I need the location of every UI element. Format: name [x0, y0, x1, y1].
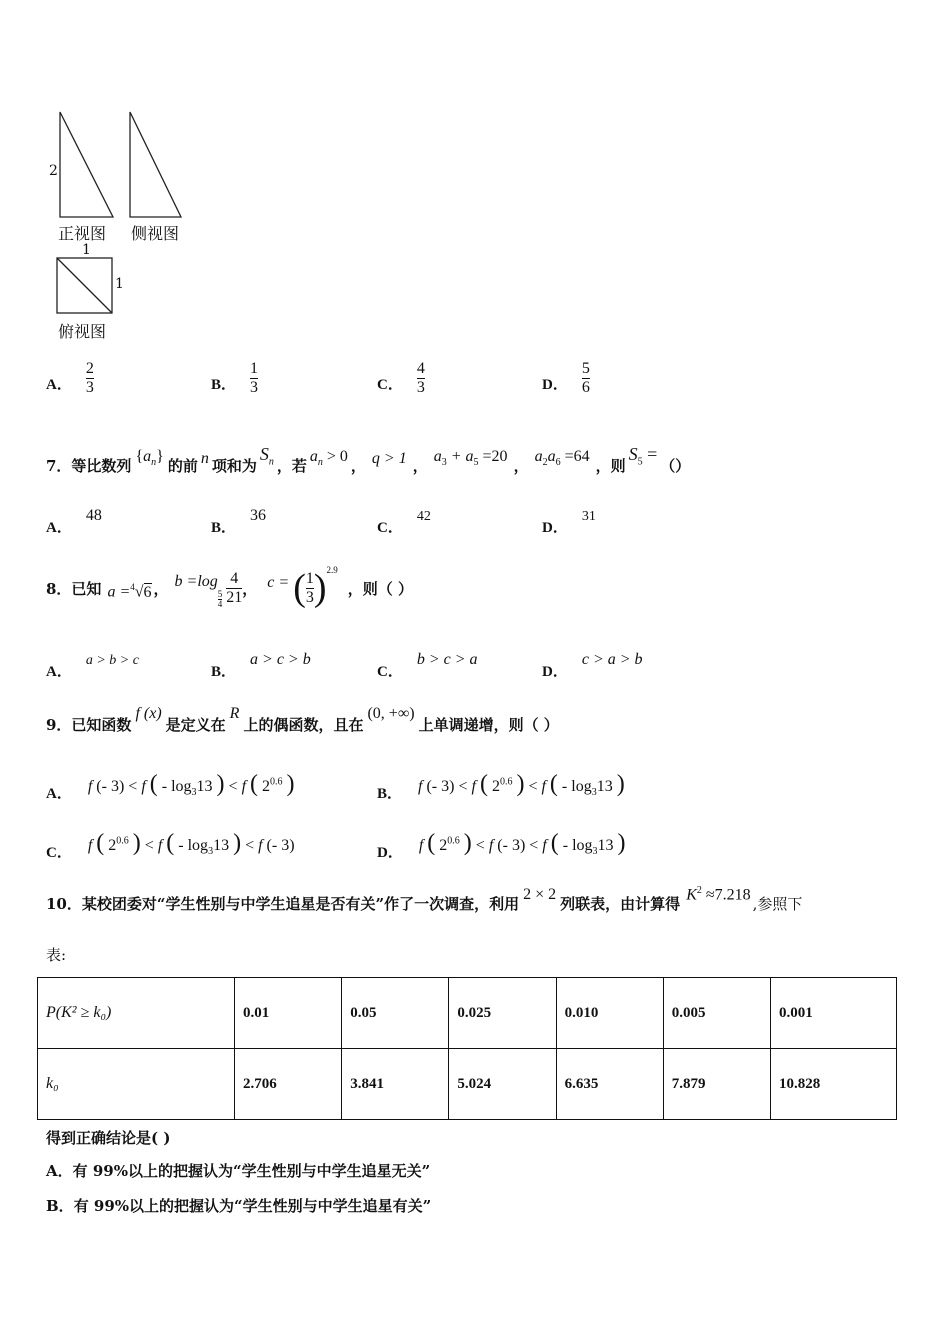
- q7-text: 项和为: [211, 457, 257, 475]
- q8-option-d[interactable]: [542, 648, 643, 680]
- option-label: C．: [377, 664, 403, 680]
- fraction: $\frac{1}{3}$: [250, 360, 259, 396]
- option-value: 31: [581, 509, 596, 524]
- q8-option-b[interactable]: [211, 648, 311, 680]
- c-exponent: 2.9: [326, 565, 338, 575]
- top-view-width-label: 1: [82, 242, 91, 258]
- option-value: f ( $2^{0.6}$ ) < f (- 3) < f ( - $\log_313$ ): [418, 829, 626, 858]
- table-cell: 0.001: [770, 978, 896, 1049]
- q8-text: ，: [242, 579, 258, 598]
- q7-option-c[interactable]: [377, 504, 431, 536]
- table-cell: 0.01: [235, 978, 342, 1049]
- q10-text-continued: 表:: [46, 946, 67, 964]
- option-value: 42: [416, 509, 431, 524]
- critical-value-table: [37, 977, 897, 1120]
- q10-text: 列联表，由计算得: [560, 895, 681, 913]
- option-label: B．: [211, 520, 237, 536]
- option-value: c > a > b: [581, 651, 643, 668]
- option-value: f ( $2^{0.6}$ ) < f ( - $\log_313$ ) < f (- 3): [87, 829, 295, 858]
- interval: (0, +∞): [367, 705, 415, 722]
- left-paren: (: [293, 567, 306, 609]
- q7-text: ，若: [276, 457, 307, 475]
- question-9: [46, 705, 559, 735]
- option-label: A．: [46, 664, 72, 680]
- real-set-symbol: R: [229, 705, 240, 722]
- table-cell: 0.025: [449, 978, 556, 1049]
- function-symbol: f (x): [135, 705, 162, 722]
- table-cell: 2.706: [235, 1049, 342, 1120]
- q9-option-b[interactable]: [377, 766, 625, 803]
- k-squared: $K^2 \approx 7.218$: [686, 884, 751, 903]
- q10-text: 10．某校团委对“学生性别与中学生追星是否有关”作了一次调查，利用: [46, 895, 520, 913]
- q9-option-c[interactable]: [46, 825, 295, 862]
- table-header-cell: k₀: [38, 1049, 235, 1120]
- question-10: [46, 882, 802, 914]
- q7-text: 的前: [167, 457, 198, 475]
- q10-conclusion: 得到正确结论是( ): [46, 1129, 171, 1147]
- fraction: $\frac{5}{6}$: [581, 360, 590, 396]
- q6-option-d[interactable]: [542, 360, 590, 397]
- option-label: D．: [542, 520, 568, 536]
- table-cell: 5.024: [449, 1049, 556, 1120]
- table-cell: 7.879: [663, 1049, 770, 1120]
- option-label: D．: [377, 845, 403, 861]
- right-paren: ): [313, 567, 327, 609]
- q7-option-d[interactable]: [542, 504, 596, 536]
- option-label: B．: [377, 786, 403, 802]
- q8-text: ，: [153, 579, 169, 598]
- sum-symbol: $S_n$: [259, 444, 274, 468]
- question-8: [46, 563, 413, 613]
- table-cell: 0.05: [342, 978, 449, 1049]
- q7-text: ，: [412, 457, 428, 475]
- q7-option-a[interactable]: [46, 504, 102, 536]
- b-definition: b =log: [174, 573, 218, 590]
- q10-option-b[interactable]: [46, 1195, 431, 1216]
- table-cell: 0.010: [556, 978, 663, 1049]
- q7-text: （）: [660, 457, 691, 475]
- option-label: C．: [377, 520, 403, 536]
- q9-option-d[interactable]: [377, 825, 626, 862]
- front-view-label: 正视图: [58, 224, 107, 243]
- option-label: A．: [46, 786, 72, 802]
- q8-text: ，则（ ）: [347, 579, 413, 598]
- top-view-diagonal: [57, 258, 112, 313]
- q9-text: 上单调递增，则（ ）: [418, 716, 559, 734]
- q9-text: 是定义在: [165, 716, 226, 734]
- option-label: B．: [211, 377, 237, 393]
- front-view-triangle: [60, 112, 113, 217]
- q7-text: 7．等比数列: [46, 457, 132, 475]
- question-7: [46, 446, 690, 476]
- table-cell: 0.005: [663, 978, 770, 1049]
- option-label: C．: [46, 845, 72, 861]
- table-cell: 3.841: [342, 1049, 449, 1120]
- option-label: D．: [542, 664, 568, 680]
- q8-text: 8．已知: [46, 579, 102, 598]
- table-header-cell: P(K² ≥ k₀): [38, 978, 235, 1049]
- c-definition: c =: [267, 574, 290, 591]
- q8-option-c[interactable]: [377, 648, 478, 680]
- q7-text: ，则: [595, 457, 626, 475]
- condition-a2-a6: $a_2a_6 =64$: [534, 447, 590, 468]
- option-value: a > b > c: [85, 653, 139, 668]
- s5-symbol: $S_5$ =: [628, 444, 658, 468]
- option-value: 36: [250, 507, 267, 524]
- q6-option-c[interactable]: [377, 360, 425, 397]
- option-label: C．: [377, 377, 403, 393]
- table-size: 2 × 2: [523, 886, 557, 903]
- option-label: A．: [46, 377, 72, 393]
- option-value: f (- 3) < f ( $2^{0.6}$ ) < f ( - $\log_313$ ): [418, 770, 625, 799]
- q8-option-a[interactable]: [46, 648, 139, 680]
- q9-text: 上的偶函数，且在: [243, 716, 364, 734]
- condition-an-positive: $a_n > 0$: [309, 447, 348, 468]
- q9-text: 9．已知函数: [46, 716, 132, 734]
- q6-option-a[interactable]: [46, 360, 94, 397]
- condition-a3-a5: $a_3 + a_5 =20$: [433, 447, 508, 468]
- q6-option-b[interactable]: [211, 360, 258, 397]
- side-view-label: 侧视图: [131, 224, 180, 243]
- side-view-triangle: [130, 112, 181, 217]
- option-label: B．: [211, 664, 237, 680]
- q7-text: ，: [350, 457, 366, 475]
- a-definition: a =$^4$√6: [107, 582, 152, 601]
- option-text: 有 99%以上的把握认为“学生性别与中学生追星无关”: [72, 1162, 431, 1180]
- sequence-symbol: $\{a_n\}$: [135, 447, 164, 468]
- b-fraction: $\frac{4}{21}$: [226, 569, 243, 606]
- q10-text: ,参照下: [752, 895, 803, 913]
- q7-option-b[interactable]: [211, 504, 267, 536]
- option-label: A．: [46, 520, 72, 536]
- fraction: $\frac{4}{3}$: [416, 360, 425, 396]
- front-view-height-label: 2: [49, 163, 58, 179]
- option-label: A．: [46, 1162, 73, 1180]
- option-label: D．: [542, 377, 568, 393]
- option-value: f (- 3) < f ( - $\log_313$ ) < f ( $2^{0.6}$ ): [87, 770, 295, 799]
- fraction: $\frac{2}{3}$: [85, 360, 94, 396]
- top-view-label: 俯视图: [58, 322, 107, 341]
- top-view-depth-label: 1: [115, 276, 124, 292]
- q9-option-a[interactable]: [46, 766, 295, 803]
- option-value: 48: [85, 507, 102, 524]
- table-cell: 6.635: [556, 1049, 663, 1120]
- c-fraction: $\frac{1}{3}$: [305, 569, 314, 606]
- option-value: a > c > b: [250, 651, 311, 668]
- table-row: [38, 1049, 897, 1120]
- option-value: b > c > a: [416, 651, 478, 668]
- option-text: 有 99%以上的把握认为“学生性别与中学生追星有关”: [73, 1197, 432, 1215]
- condition-q: q > 1: [371, 450, 407, 467]
- table-row: [38, 978, 897, 1049]
- n-symbol: n: [200, 450, 209, 467]
- log-base-fraction: $\frac{5}{4}$: [217, 588, 223, 609]
- table-cell: 10.828: [770, 1049, 896, 1120]
- q7-text: ，: [513, 457, 529, 475]
- q10-option-a[interactable]: [46, 1160, 430, 1181]
- option-label: B．: [46, 1197, 74, 1215]
